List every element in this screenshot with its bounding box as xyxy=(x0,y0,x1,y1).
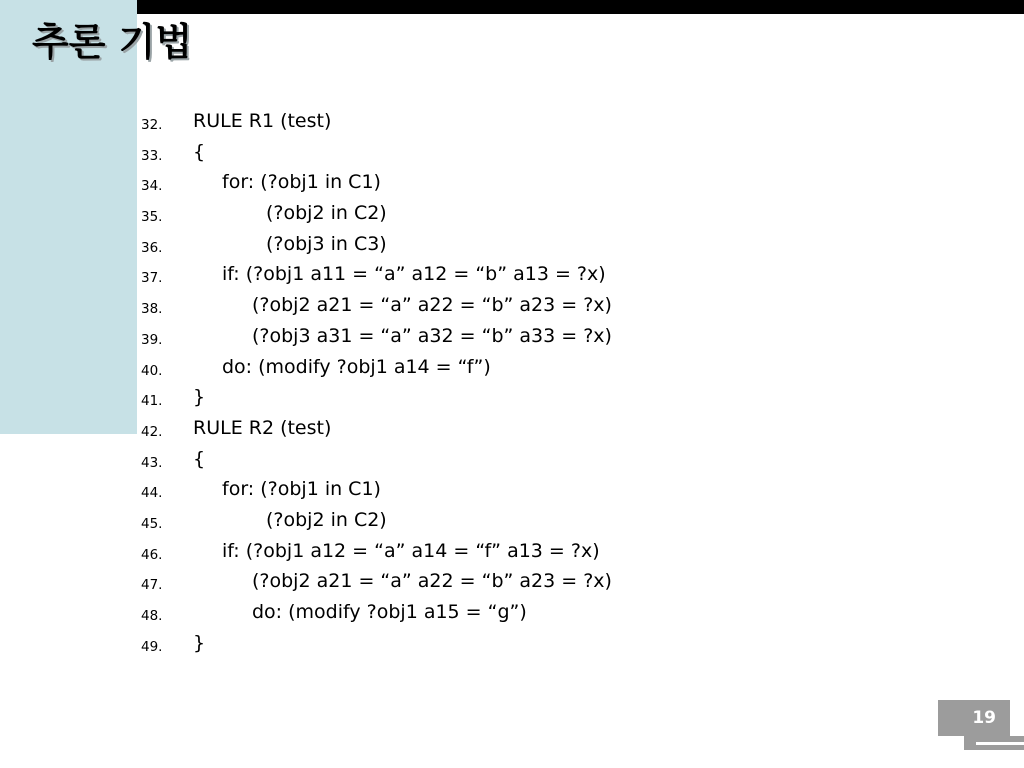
line-number: 38. xyxy=(141,301,163,318)
line-number: 33. xyxy=(141,147,163,164)
line-number: 39. xyxy=(141,331,163,348)
line-number: 49. xyxy=(141,638,163,655)
line-number: 48. xyxy=(141,608,163,624)
line-number: 36. xyxy=(141,239,163,256)
line-text: (?obj2 in C2) xyxy=(266,508,387,531)
top-bar xyxy=(36,0,1024,14)
line-number: 43. xyxy=(141,454,163,471)
line-number: 35. xyxy=(141,209,163,226)
line-text: (?obj2 in C2) xyxy=(266,202,387,225)
line-text: } xyxy=(193,631,206,654)
line-number: 40. xyxy=(141,362,163,379)
line-text: { xyxy=(193,447,206,470)
line-text: (?obj2 a21 = “a” a22 = “b” a23 = ?x) xyxy=(252,570,612,593)
line-text: (?obj2 a21 = “a” a22 = “b” a23 = ?x) xyxy=(252,294,612,317)
line-text: for: (?obj1 in C1) xyxy=(222,171,381,194)
line-number: 37. xyxy=(141,270,163,287)
line-text: (?obj3 a31 = “a” a32 = “b” a33 = ?x) xyxy=(252,324,612,347)
line-text: do: (modify ?obj1 a15 = “g”) xyxy=(252,601,527,623)
line-number: 45. xyxy=(141,515,163,532)
line-number: 34. xyxy=(141,178,163,195)
slide-title: 추론 기법 xyxy=(32,20,193,64)
line-text: do: (modify ?obj1 a14 = “f”) xyxy=(222,355,491,378)
page-number-decoration-line xyxy=(976,742,1024,745)
line-number: 46. xyxy=(141,546,163,563)
line-text: RULE R1 (test) xyxy=(193,110,332,132)
line-text: (?obj3 in C3) xyxy=(266,232,387,255)
page-number: 19 xyxy=(938,700,1010,736)
line-text: } xyxy=(193,386,206,409)
line-number: 44. xyxy=(141,485,163,502)
line-text: for: (?obj1 in C1) xyxy=(222,478,381,501)
line-text: if: (?obj1 a12 = “a” a14 = “f” a13 = ?x) xyxy=(222,539,600,562)
line-text: if: (?obj1 a11 = “a” a12 = “b” a13 = ?x) xyxy=(222,263,606,286)
line-number: 47. xyxy=(141,577,163,594)
line-number: 42. xyxy=(141,423,163,440)
line-number: 32. xyxy=(141,117,163,133)
line-number: 41. xyxy=(141,393,163,410)
line-text: RULE R2 (test) xyxy=(193,416,332,439)
line-text: { xyxy=(193,140,206,163)
